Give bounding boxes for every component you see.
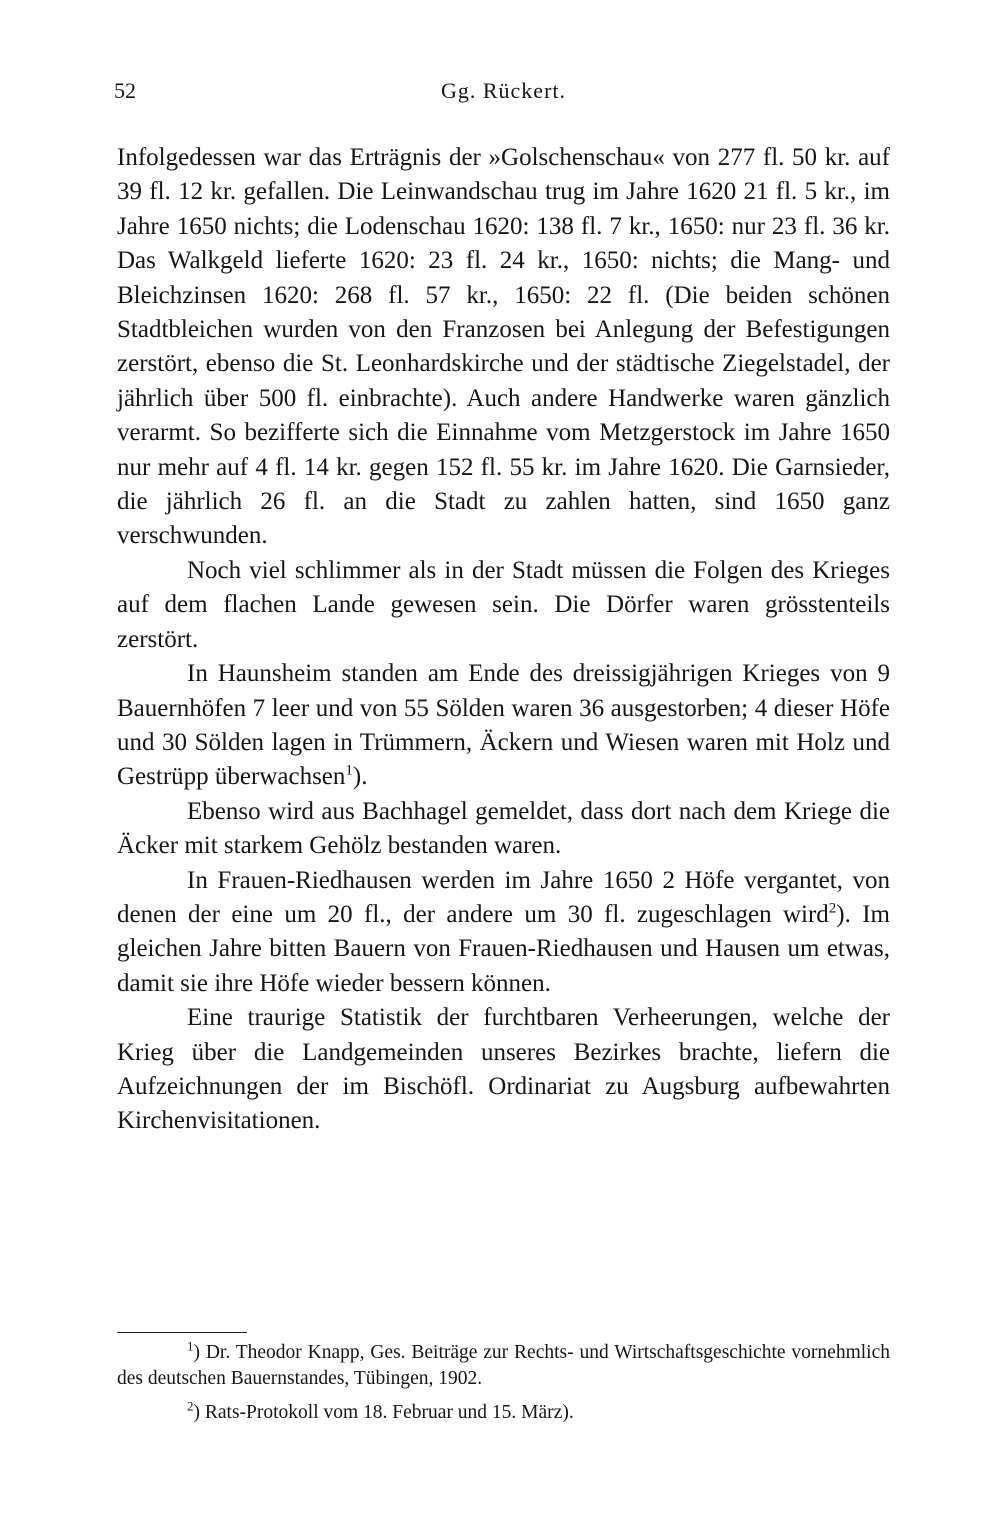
paragraph	[117, 864, 890, 1002]
paragraph-text-tail: ).	[352, 763, 368, 791]
body-text	[117, 141, 890, 1139]
paragraph	[117, 657, 890, 795]
paragraph: Noch viel schlimmer als in der Stadt müssen die Folgen des Krieges auf dem flachen Lande gewesen sein. Die Dörfer waren grösstenteils zerstört.	[117, 556, 890, 653]
footnote-mark: 2	[187, 1398, 194, 1414]
footnote-divider	[117, 1332, 247, 1333]
page-number: 52	[114, 78, 136, 103]
book-page	[114, 0, 890, 1538]
paragraph: Ebenso wird aus Bachhagel gemeldet, dass dort nach dem Kriege die Äcker mit starkem Gehölz bestanden waren.	[117, 797, 890, 860]
footnote-mark: 1	[187, 1338, 194, 1354]
footnote-reference: 1	[345, 762, 353, 779]
footnote-reference: 2	[828, 900, 837, 917]
paragraph: Infolgedessen war das Erträgnis der »Golschenschau« von 277 fl. 50 kr. auf 39 fl. 12 kr. gefallen. Die Leinwandschau trug im Jahre 1620 21 fl. 5 kr., im Jahre 1650 nichts; die Lodenschau 1620: 138 fl. 7 kr., 1650: nur 23 fl. 36 kr. Das Walkgeld lieferte 1620: 23 fl. 24 kr., 1650: nichts; die Mang- und Bleichzinsen 1620: 268 fl. 57 kr., 1650: 22 fl. (Die beiden schönen Stadtbleichen wurden von den Franzosen bei Anlegung der Befestigungen zerstört, ebenso die St. Leonhardskirche und der städtische Ziegelstadel, der jährlich über 500 fl. einbrachte). Auch andere Handwerke waren gänzlich verarmt. So bezifferte sich die Einnahme vom Metzgerstock im Jahre 1650 nur mehr auf 4 fl. 14 kr. gegen 152 fl. 55 kr. im Jahre 1620. Die Garnsieder, die jährlich 26 fl. an die Stadt zu zahlen hatten, sind 1650 ganz verschwunden.	[117, 144, 890, 550]
footnote-text: ) Dr. Theodor Knapp, Ges. Beiträge zur Rechts- und Wirtschaftsgeschichte vornehmlich des deutschen Bauernstandes, Tübingen, 1902.	[117, 1342, 890, 1389]
page-header	[114, 78, 890, 108]
paragraph-text: In Haunsheim standen am Ende des dreissigjährigen Krieges von 9 Bauernhöfen 7 leer und von 55 Sölden waren 36 ausgestorben; 4 dieser Höfe und 30 Sölden lagen in Trümmern, Äckern und Wiesen waren mit Holz und Gestrüpp überwachsen	[117, 660, 890, 791]
footnotes	[117, 1340, 890, 1434]
paragraph-text: In Frauen-Riedhausen werden im Jahre 1650 2 Höfe vergantet, von denen der eine um 20 fl., der andere um 30 fl. zugeschlagen wird	[117, 866, 890, 928]
footnote	[117, 1340, 890, 1392]
paragraph: Eine traurige Statistik der furchtbaren Verheerungen, welche der Krieg über die Landgemeinden unseres Bezirkes brachte, liefern die Aufzeichnungen der im Bischöfl. Ordinariat zu Augsburg aufbewahrten Kirchenvisitationen.	[117, 1004, 890, 1135]
footnote-text: ) Rats-Protokoll vom 18. Februar und 15. März).	[193, 1402, 574, 1423]
paragraph-text-tail: ). Im gleichen Jahre bitten Bauern von Frauen-Riedhausen und Hausen um etwas, damit sie ihre Höfe wieder bessern können.	[117, 900, 890, 997]
running-head: Gg. Rückert.	[440, 78, 567, 103]
footnote	[117, 1400, 890, 1426]
